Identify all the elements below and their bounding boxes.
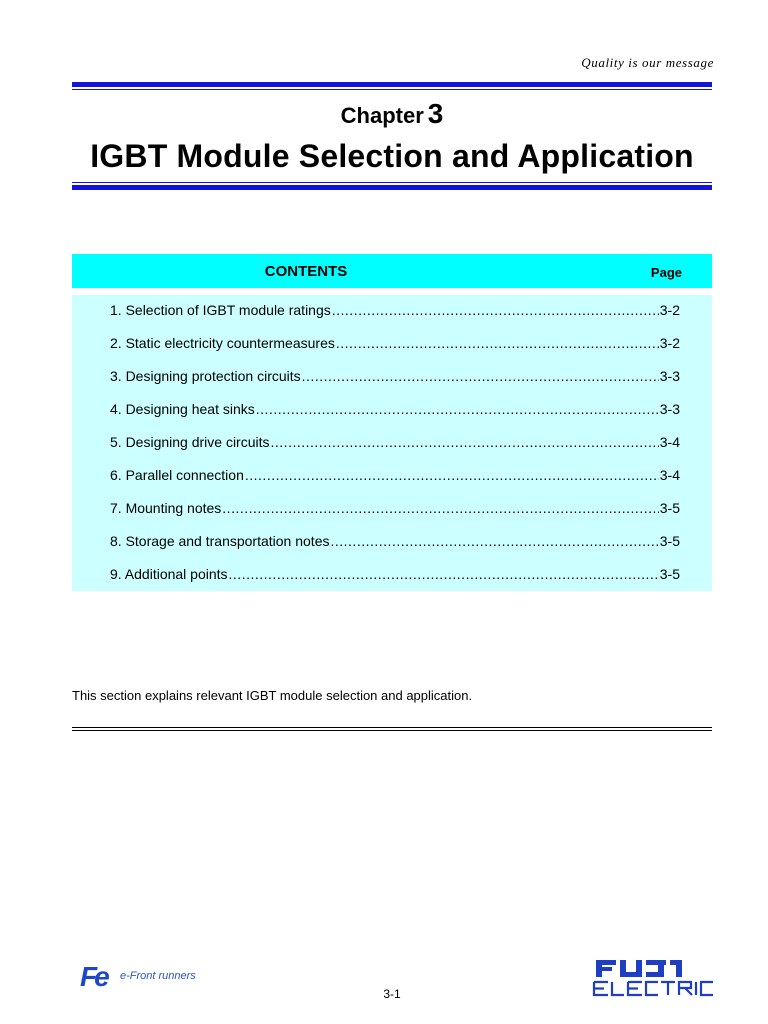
toc-leader-dots (245, 467, 659, 483)
toc-item[interactable] (110, 500, 680, 520)
toc-item-page: 3-5 (659, 500, 680, 516)
toc-item[interactable] (110, 434, 680, 454)
toc-leader-dots (336, 335, 659, 351)
toc-item-label: 3. Designing protection circuits (110, 368, 301, 384)
toc-item-label: 1. Selection of IGBT module ratings (110, 302, 331, 318)
contents-heading: CONTENTS (264, 263, 348, 280)
fuji-electric-logo (588, 956, 718, 1000)
toc-item[interactable] (110, 566, 680, 586)
toc-item-label: 9. Additional points (110, 566, 228, 582)
chapter-number: 3 (427, 98, 444, 129)
toc-item-label: 7. Mounting notes (110, 500, 222, 516)
toc-leader-dots (302, 368, 659, 384)
page-number: 3-1 (383, 987, 401, 1001)
toc-leader-dots (229, 566, 659, 582)
toc-item-label: 2. Static electricity countermeasures (110, 335, 335, 351)
toc-item-page: 3-5 (659, 566, 680, 582)
toc-item[interactable] (110, 302, 680, 322)
toc-item-page: 3-3 (659, 368, 680, 384)
toc-leader-dots (271, 434, 659, 450)
top-double-rule (72, 82, 712, 90)
title-double-rule (72, 182, 712, 190)
toc-item[interactable] (110, 335, 680, 355)
fe-logo-mark: Fe (80, 961, 107, 992)
toc-item[interactable] (110, 368, 680, 388)
toc-item[interactable] (110, 401, 680, 421)
header-tagline: Quality is our message (581, 55, 714, 70)
toc-item-page: 3-3 (659, 401, 680, 417)
intro-paragraph: This section explains relevant IGBT module selection and application. (72, 688, 473, 703)
toc-leader-dots (256, 401, 659, 417)
toc-item[interactable] (110, 467, 680, 487)
toc-item-page: 3-4 (659, 434, 680, 450)
toc-leader-dots (330, 533, 658, 549)
table-of-contents (72, 295, 712, 591)
fe-logo-text: e-Front runners (120, 970, 196, 982)
toc-item-label: 6. Parallel connection (110, 467, 244, 483)
chapter-word: Chapter (340, 103, 424, 128)
toc-item-label: 4. Designing heat sinks (110, 401, 255, 417)
toc-item-page: 3-5 (659, 533, 680, 549)
toc-leader-dots (222, 500, 658, 516)
toc-item-label: 5. Designing drive circuits (110, 434, 270, 450)
section-end-rule (72, 727, 712, 731)
toc-item-page: 3-2 (659, 302, 680, 318)
page-column-heading: Page (650, 265, 682, 280)
toc-leader-dots (332, 302, 659, 318)
toc-item-page: 3-4 (659, 467, 680, 483)
toc-item-label: 8. Storage and transportation notes (110, 533, 330, 549)
contents-header (72, 254, 712, 288)
chapter-label (0, 98, 768, 130)
toc-item[interactable] (110, 533, 680, 553)
toc-item-page: 3-2 (659, 335, 680, 351)
page-title: IGBT Module Selection and Application (90, 138, 694, 174)
